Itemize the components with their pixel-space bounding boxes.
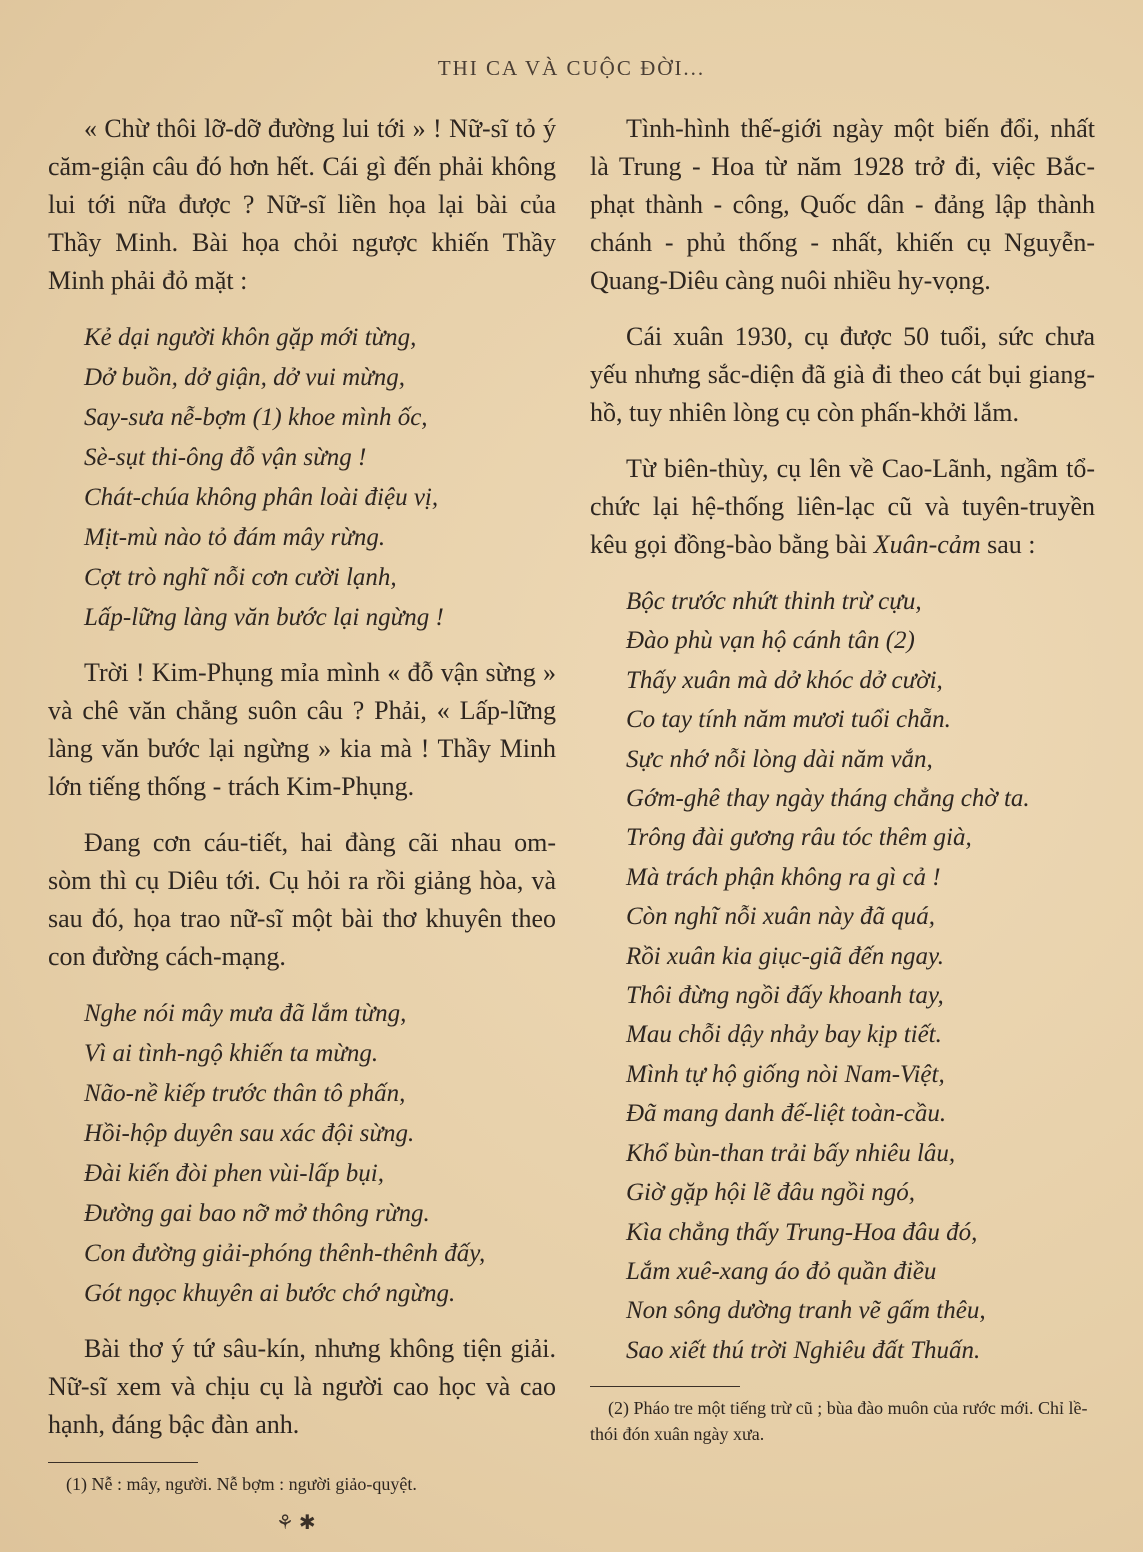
verse-line: Kẻ dại người khôn gặp mới từng, [84,324,417,351]
verse-line: Vì ai tình-ngộ khiến ta mừng. [84,1040,379,1067]
right-paragraph-2: Cái xuân 1930, cụ được 50 tuổi, sức chưa yếu nhưng sắc-diện đã già đi theo cát bụi giang-hồ, tuy nhiên lòng cụ còn phấn-khởi lắm. [590,322,1095,427]
verse-line: Cợt trò nghĩ nỗi cơn cười lạnh, [84,564,397,591]
verse-line: Lấp-lững làng văn bước lại ngừng ! [84,604,444,631]
verse-line: Lắm xuê-xang áo đỏ quần điều [626,1257,937,1285]
verse-line: Gót ngọc khuyên ai bước chớ ngừng. [84,1280,456,1307]
verse-line: Đào phù vạn hộ cánh tân (2) [626,627,915,655]
verse-line: Co tay tính năm mươi tuổi chẵn. [626,706,951,734]
verse-line: Não-nề kiếp trước thân tô phấn, [84,1080,406,1107]
verse-line: Gớm-ghê thay ngày tháng chẳng chờ ta. [626,785,1030,813]
verse-line: Khổ bùn-than trải bấy nhiêu lâu, [626,1139,956,1167]
right-column [590,110,1095,1447]
verse-line: Đài kiến đòi phen vùi-lấp bụi, [84,1160,384,1187]
paragraph-text-end: sau : [980,530,1036,559]
verse-line: Mà trách phận không ra gì cả ! [626,863,941,891]
left-paragraph-4: Bài thơ ý tứ sâu-kín, nhưng không tiện giải. Nữ-sĩ xem và chịu cụ là người cao học và cao hạnh, đáng bậc đàn anh. [48,1334,556,1439]
verse-line: Rồi xuân kia giục-giã đến ngay. [626,942,944,970]
poem-title: Xuân-cảm [873,530,981,559]
verse-line: Giờ gặp hội lẽ đâu ngồi ngó, [626,1179,916,1207]
left-paragraph-1: « Chừ thôi lỡ-dỡ đường lui tới » ! Nữ-sĩ tỏ ý căm-giận câu đó hơn hết. Cái gì đến phải không lui tới nữa được ? Nữ-sĩ liền họa lại bài của Thầy Minh. Bài họa chỏi ngược khiến Thầy Minh phải đỏ mặt : [48,114,556,295]
footnote-rule [590,1386,740,1387]
right-paragraph-1: Tình-hình thế-giới ngày một biến đổi, nhất là Trung - Hoa từ năm 1928 trở đi, việc Bắc-phạt thành - công, Quốc dân - đảng lập thành chánh - phủ thống - nhất, khiến cụ Nguyễn-Quang-Diêu càng nuôi nhiều hy-vọng. [590,114,1095,295]
footnote-rule [48,1462,198,1463]
verse-line: Non sông dường tranh vẽ gấm thêu, [626,1297,986,1325]
verse-line: Mình tự hộ giống nòi Nam-Việt, [626,1060,945,1088]
right-paragraph-3 [590,450,1095,564]
verse-line: Mịt-mù nào tỏ đám mây rừng. [84,524,386,551]
verse-line: Sao xiết thú trời Nghiêu đất Thuấn. [626,1336,981,1364]
left-paragraph-3: Đang cơn cáu-tiết, hai đàng cãi nhau om-sòm thì cụ Diêu tới. Cụ hỏi ra rồi giảng hòa, và sau đó, họa trao nữ-sĩ một bài thơ khuyên theo con đường cách-mạng. [48,828,556,971]
ornament-mark: ⚘ ✱ [276,1512,316,1534]
verse-line: Chát-chúa không phân loài điệu vị, [84,484,439,511]
verse-xuan-cam-poem [626,582,1095,1370]
paragraph-text: Từ biên-thùy, cụ lên về Cao-Lãnh, ngầm tổ-chức lại hệ-thống liên-lạc cũ và tuyên-truyền kêu gọi đồng-bào bằng bài [590,454,1095,559]
verse-line: Thấy xuân mà dở khóc dở cười, [626,666,943,694]
verse-line: Nghe nói mây mưa đã lắm từng, [84,1000,407,1027]
verse-line: Sực nhớ nỗi lòng dài năm vắn, [626,745,933,773]
verse-line: Dở buồn, dở giận, dở vui mừng, [84,364,406,391]
verse-line: Đã mang danh đế-liệt toàn-cầu. [626,1100,947,1128]
verse-line: Còn nghĩ nỗi xuân này đã quá, [626,903,936,931]
verse-line: Bộc trước nhứt thinh trừ cựu, [626,588,922,615]
verse-line: Con đường giải-phóng thênh-thênh đấy, [84,1240,486,1267]
verse-line: Kìa chẳng thấy Trung-Hoa đâu đó, [626,1218,978,1246]
left-paragraph-2: Trời ! Kim-Phụng mỉa mình « đỗ vận sừng » và chê văn chẳng suôn câu ? Phải, « Lấp-lững làng văn bước lại ngừng » kia mà ! Thầy Minh lớn tiếng thống - trách Kim-Phụng. [48,658,556,801]
verse-advice-poem [84,994,556,1314]
verse-line: Thôi đừng ngồi đấy khoanh tay, [626,982,944,1010]
footnote-2: (2) Pháo tre một tiếng trừ cũ ; bùa đào muôn của rước mới. Chỉ lề-thói đón xuân ngày xưa. [590,1398,1088,1445]
left-column [48,110,556,1497]
verse-line: Hồi-hộp duyên sau xác đội sừng. [84,1120,415,1147]
verse-line: Say-sưa nễ-bợm (1) khoe mình ốc, [84,404,428,431]
verse-reply-poem [84,318,556,638]
verse-line: Mau chỗi dậy nhảy bay kịp tiết. [626,1021,942,1049]
footnote-1: (1) Nễ : mây, người. Nễ bợm : người giảo-quyệt. [66,1474,417,1494]
verse-line: Đường gai bao nỡ mở thông rừng. [84,1200,430,1227]
verse-line: Sè-sụt thi-ông đỗ vận sừng ! [84,444,367,471]
verse-line: Trông đài gương râu tóc thêm già, [626,824,972,852]
running-header: THI CA VÀ CUỘC ĐỜI... [437,56,706,80]
